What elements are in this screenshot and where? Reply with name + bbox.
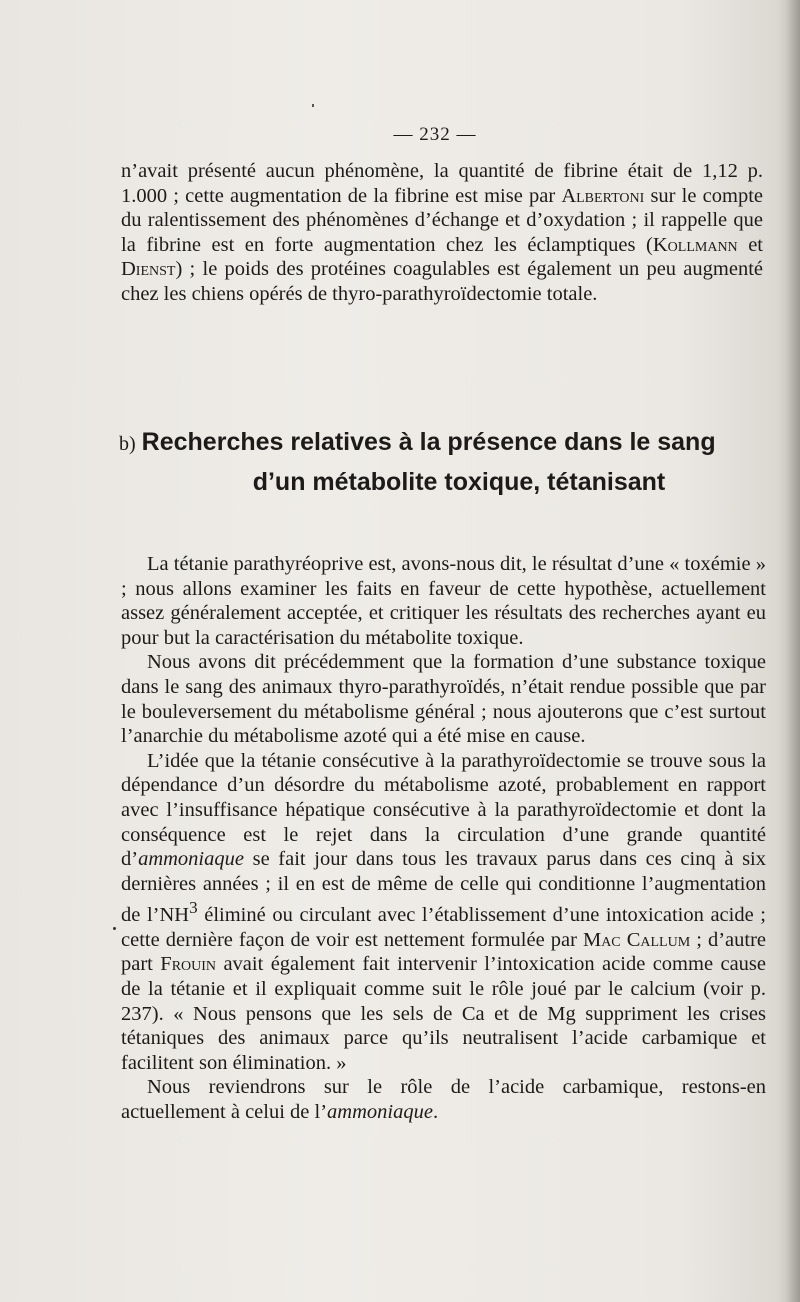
section-label: b) [119, 433, 136, 455]
page-number: — 232 — [393, 124, 477, 145]
section-heading [119, 423, 779, 501]
p4-ammoniaque: ammoniaque [327, 1100, 433, 1123]
body-paragraph-1: La tétanie parathyréoprive est, avons-nous dit, le résultat d’une « toxémie » ; nous allons examiner les faits en faveur de cette hypothèse, actuellement assez généralement acceptée, et critiquer les résultats des recherches ayant eu pour but la caractérisation du métabolite toxique. [121, 553, 766, 649]
page-edge-shadow [786, 0, 800, 1302]
body-paragraph-2: Nous avons dit précédemment que la formation d’une substance toxique dans le sang des animaux thyro-parathyroïdés, n’était rendue possible que par le bouleversement du métabolisme général ; nous ajouterons que c’est surtout l’anarchie du métabolisme azoté qui a été mise en cause. [121, 651, 766, 748]
author-kollmann: Kollmann [652, 233, 738, 256]
intro-text-1: n’avait présenté aucun phénomène, la quantité de fibrine était de 1,12 p. 1.000 ; cette augmentation de la fibrine est mise par [121, 160, 763, 207]
margin-dot [113, 927, 116, 930]
intro-text-4: ) ; le poids des protéines coagulables est également un peu augmenté chez les chiens opérés de thyro-parathyroïdectomie totale. [121, 258, 763, 305]
section-title-line2: d’un métabolite toxique, tétanisant [252, 468, 666, 496]
intro-text-2: sur le compte du ralentissement des phénomènes d’échange et d’oxydation ; il rappelle que la fibrine est en forte augmentation chez les éclamptiques ( [121, 184, 763, 256]
author-mac-callum: Mac Callum [582, 928, 691, 951]
section-heading-line1 [119, 423, 779, 463]
p3-text-b: se fait jour dans tous les travaux parus dans ces cinq à six dernières années ; il en est de même de celle qui conditionne l’augmentation de l’NH [121, 848, 766, 927]
body-paragraph-4 [121, 1075, 766, 1124]
intro-paragraph [121, 159, 763, 307]
p3-text-a: L’idée que la tétanie consécutive à la parathyroïdectomie se trouve sous la dépendance d’un désordre du métabolisme azoté, probablement en rapport avec l’insuffisance hépatique consécutive à la parathyroïdectomie et dont la conséquence est le rejet dans la circulation d’une grande quantité d’ [121, 749, 766, 871]
intro-text-3: et [737, 233, 764, 256]
section-body [121, 552, 766, 1124]
p4-text-b: . [432, 1100, 439, 1123]
section-title-line1: Recherches relatives à la présence dans le sang [141, 428, 716, 456]
p3-text-e: avait également fait intervenir l’intoxication acide comme cause de la tétanie et il expliquait comme suit le rôle joué par le calcium (voir p. 237). « Nous pensons que les sels de Ca et de Mg suppriment les crises tétaniques des animaux parce qu’ils neutralisent l’acide carbamique et facilitent son élimination. » [121, 953, 766, 1074]
p3-superscript: 3 [189, 898, 198, 918]
body-paragraph-3 [121, 749, 766, 1076]
author-frouin: Frouin [160, 953, 217, 976]
p3-ammoniaque: ammoniaque [138, 848, 244, 871]
p3-text-d: ; d’autre part [121, 928, 767, 976]
p3-text-c: éliminé ou circulant avec l’établissement d’une intoxication acide ; cette dernière façon de voir est nettement formulée par [121, 904, 766, 951]
ink-speck [312, 104, 314, 107]
author-dienst: Dienst [121, 258, 176, 281]
author-albertoni: Albertoni [561, 184, 645, 207]
p4-text-a: Nous reviendrons sur le rôle de l’acide carbamique, restons-en actuellement à celui de l’ [121, 1076, 766, 1123]
